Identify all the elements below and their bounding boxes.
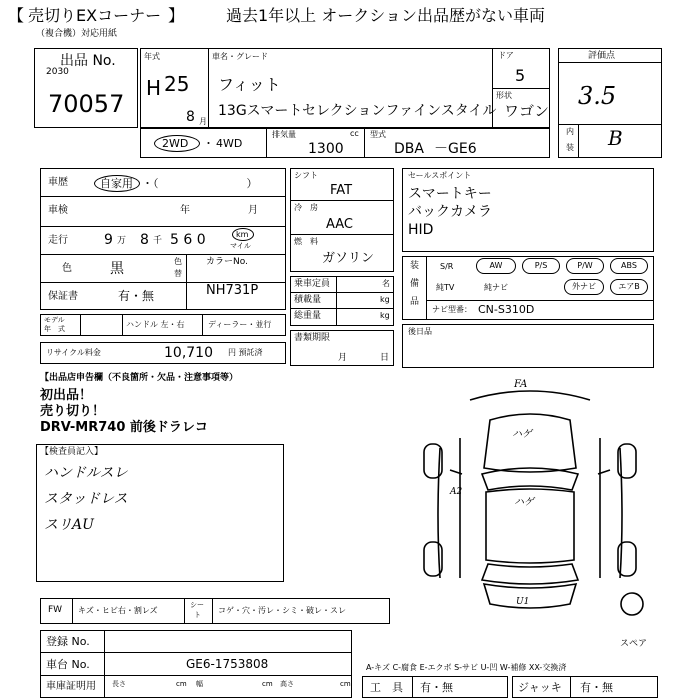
year-label: 年式 [144,52,160,61]
score-value: 3.5 [578,82,617,110]
aircon-value: AAC [326,217,353,232]
year-value: 25 [164,72,190,96]
chassis-no-label: 車台 No. [46,658,90,671]
equip-ps: P/S [522,258,560,274]
drive-2wd: 2WD [162,137,189,150]
model-rows-label-1: モデル [44,316,65,324]
body-value: ワゴン [504,102,550,120]
navi-model: CN-S310D [478,303,535,316]
lot-sub-code: 2030 [46,67,69,77]
car-name: フィット [218,75,281,94]
warranty-value: 有・無 [118,289,155,303]
gross-unit: kg [380,311,390,320]
inspector-label: 【検査員記入】 [40,447,104,457]
equip-sr: S/R [440,262,454,271]
seller-note-3: DRV-MR740 前後ドラレコ [40,420,208,435]
equipment-label-3: 品 [410,297,420,307]
cert-width: 幅 [196,680,203,688]
diagram-mark-rear: U1 [516,597,530,607]
model-rows-label-2: 年 式 [44,325,65,333]
left-fender-line [438,448,440,578]
deadline-day-unit: 日 [380,353,390,363]
tools-value: 有・無 [420,681,453,694]
deadline-month-unit: 月 [338,353,348,363]
history-label: 車歴 [48,177,68,188]
banner-bracket-close: 】 [168,6,185,25]
mile-unit: マイル [230,242,251,250]
sales-point-1: スマートキー [408,186,492,202]
diagram-mark-roof: ハゲ [514,497,534,508]
mileage-rest: 5 6 0 [170,232,206,248]
year-month-unit: 月 [199,117,207,126]
banner-notice: 過去1年以上 オークション出品歴がない車両 [226,6,545,25]
cert-length-unit: cm [176,680,187,688]
cert-height-unit: cm [340,680,351,688]
banner-bracket-open: 【 [8,6,25,25]
mileage-man: 9 [104,232,113,248]
equip-navi: 純ナビ [484,283,508,292]
displacement-label: 排気量 [272,130,296,139]
equip-ext-navi: 外ナビ [564,279,604,295]
spare-tire-icon [621,593,643,615]
recycle-unit: 円 預託済 [228,348,263,357]
equip-airbag: エアB [610,279,648,295]
model-label: 型式 [370,130,386,139]
cert-length: 長さ [112,680,126,688]
sheet-note: （複合機）対応用紙 [36,29,118,39]
name-label: 車名・グレード [212,52,268,61]
interior-value: B [608,126,623,150]
seat-label-2: ト [194,611,201,619]
cert-width-unit: cm [262,680,273,688]
car-grade: 13Gスマートセレクションファインスタイル [218,103,497,119]
model-prefix: DBA [394,141,424,157]
color-no-label: カラーNo. [206,257,248,267]
chassis-no: GE6-1753808 [186,657,269,671]
inspector-note-2: スタッドレス [44,491,128,507]
cert-height: 高さ [280,680,294,688]
year-month: 8 [186,109,195,125]
score-label: 評価点 [588,51,616,61]
inspector-note-1: ハンドルスレ [44,465,128,481]
deadline-label: 書類期限 [294,333,331,343]
diagram-front: FA [514,379,528,390]
diagram-mark-bonnet: ハゲ [512,429,532,440]
after-date-box [402,324,654,368]
doors-label: ドア [498,51,514,60]
handle-label: ハンドル 左・右 [126,320,185,329]
reg-no-label: 登録 No. [46,635,90,648]
drive-4wd: 4WD [216,137,243,150]
fw-label: FW [48,605,63,615]
capacity-label: 乗車定員 [294,279,331,289]
right-fender-line [620,448,622,578]
shift-value: FAT [330,183,353,198]
fuel-label: 燃 料 [294,237,318,246]
rear-outline [484,584,576,608]
mileage-sen-unit: 千 [153,236,163,246]
spare-label: スペア [620,639,648,649]
fw-items: キズ・ヒビ右・割レズ [78,606,158,615]
banner-corner-name: 売切りEXコーナー [28,6,162,25]
jack-label: ジャッキ [518,681,562,694]
inspection-year-unit: 年 [180,205,190,216]
seat-label-1: シー [190,601,204,609]
color-change-2: 替 [174,269,182,278]
diagram-mark-left: A2 [450,487,463,497]
mileage-man-unit: 万 [117,236,127,246]
history-value: 自家用 [100,177,133,190]
drive-sep: ・ [203,137,214,150]
color-label: 色 [62,263,72,274]
warranty-label: 保証書 [48,291,78,302]
history-extra: ・（ ） [142,177,258,190]
after-date-label: 後日品 [408,327,432,336]
lot-label: 出品 No. [60,53,116,69]
color-change-1: 色 [174,257,182,266]
interior-label-1: 内 [566,127,574,136]
shift-label: シフト [294,171,318,180]
load-label: 積載量 [294,295,322,305]
sales-point-2: バックカメラ [408,204,492,220]
gross-label: 総重量 [294,311,322,321]
dealer-label: ディーラー・並行 [208,320,272,329]
damage-legend: A-キズ C-腐食 E-エクボ S-サビ U-凹 W-補修 XX-交換済 [366,663,567,672]
aircon-label: 冷 房 [294,203,318,212]
body-label: 形状 [496,91,512,100]
color-value: 黒 [110,261,124,277]
displacement-unit: cc [350,129,359,138]
seller-note-2: 売り切り！ [40,404,106,419]
front-bumper-line [470,391,590,400]
seat-items: コゲ・穴・汚レ・シミ・破レ・スレ [218,606,346,615]
capacity-unit: 名 [382,279,390,288]
model-code: －GE6 [434,141,477,157]
navi-label: ナビ型番： [432,305,472,314]
seller-notes-label: 【出品店申告欄（不良箇所・欠品・注意事項等） [40,373,239,383]
garage-cert-label: 車庫証明用 [46,681,96,692]
inspection-month-unit: 月 [248,205,258,216]
sales-points-label: セールスポイント [408,171,472,180]
km-unit: km [236,230,249,239]
mileage-sen: 8 [140,232,149,248]
inspection-label: 車検 [48,205,68,216]
equip-tv: 純TV [436,283,455,292]
drive-row [140,128,550,158]
color-no-value: NH731P [206,283,259,298]
jack-value: 有・無 [580,681,613,694]
equip-aw: AW [476,258,516,274]
equipment-label-2: 備 [410,279,420,289]
year-era: H [146,76,162,100]
recycle-amount: 10,710 [164,345,213,361]
seller-note-1: 初出品！ [40,388,93,403]
interior-label-2: 装 [566,143,574,152]
fuel-value: ガソリン [322,251,375,266]
sales-point-3: HID [408,222,434,238]
load-unit: kg [380,295,390,304]
inspector-note-3: スリAU [44,517,94,533]
hood-outline [484,414,576,472]
equipment-label-1: 装 [410,261,420,271]
mileage-label: 走行 [48,235,68,246]
doors-value: 5 [515,66,526,85]
tools-label: 工 具 [370,681,403,694]
lot-number: 70057 [48,90,125,118]
equip-pw: P/W [566,258,604,274]
displacement-value: 1300 [308,141,344,157]
rear-window-outline [482,564,578,584]
recycle-label: リサイクル料金 [46,348,101,357]
equip-abs: ABS [610,258,648,274]
